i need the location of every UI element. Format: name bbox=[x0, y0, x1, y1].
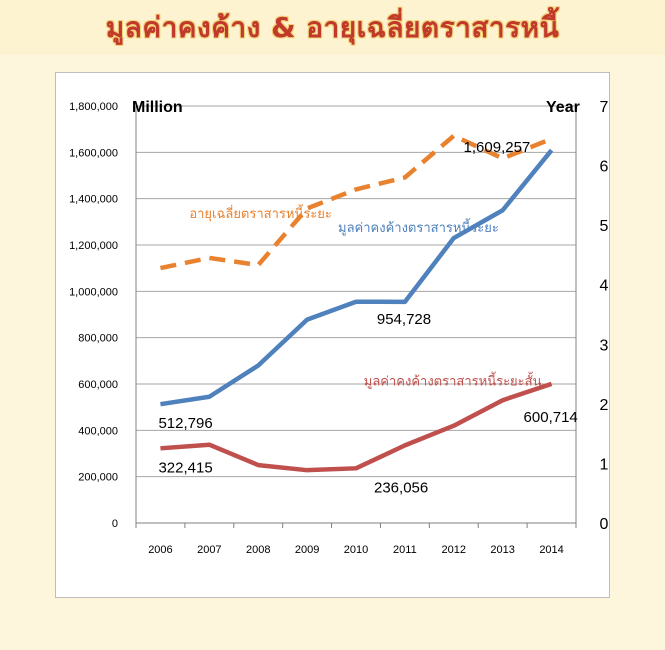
data-label: 236,056 bbox=[374, 479, 429, 497]
series-name-label: มูลค่าคงค้างตราสารหนี้ระยะ bbox=[338, 220, 499, 236]
y-right-tick-label: 5 bbox=[599, 218, 609, 236]
chart-panel bbox=[55, 72, 610, 598]
y-left-tick-label: 1,200,000 bbox=[69, 240, 118, 252]
y-right-tick-label: 2 bbox=[599, 396, 609, 414]
data-label: 954,728 bbox=[376, 310, 432, 328]
y-right-tick-label: 6 bbox=[599, 158, 609, 176]
data-label: 1,609,257 bbox=[463, 139, 531, 157]
x-tick-label: 2014 bbox=[539, 544, 564, 556]
page-title: มูลค่าคงค้าง & อายุเฉลี่ยตราสารหนี้ bbox=[105, 10, 560, 44]
y-right-tick-label: 4 bbox=[599, 277, 609, 295]
y-left-tick-label: 400,000 bbox=[78, 425, 118, 438]
y-right-tick-label: 1 bbox=[599, 456, 609, 474]
data-label: 512,796 bbox=[158, 415, 213, 433]
y-left-tick-label: 0 bbox=[111, 518, 118, 530]
line-chart bbox=[56, 73, 609, 597]
y-left-tick-label: 1,600,000 bbox=[69, 147, 118, 160]
x-tick-label: 2011 bbox=[393, 544, 417, 556]
data-label: 322,415 bbox=[158, 459, 213, 477]
y-left-tick-label: 1,400,000 bbox=[69, 193, 118, 206]
data-label: 600,714 bbox=[523, 408, 578, 426]
y-left-unit-label: Million bbox=[132, 99, 183, 116]
y-left-tick-label: 200,000 bbox=[78, 471, 118, 484]
x-tick-label: 2010 bbox=[343, 544, 369, 556]
title-banner bbox=[0, 0, 665, 55]
series-line-2 bbox=[160, 384, 551, 470]
y-left-tick-label: 800,000 bbox=[78, 332, 118, 345]
y-left-tick-label: 600,000 bbox=[78, 379, 118, 391]
x-tick-label: 2013 bbox=[490, 544, 515, 556]
x-tick-label: 2008 bbox=[245, 544, 271, 556]
y-left-tick-label: 1,800,000 bbox=[69, 101, 118, 113]
x-tick-label: 2006 bbox=[148, 544, 173, 556]
series-name-label: อายุเฉลี่ยตราสารหนี้ระยะ bbox=[189, 206, 332, 222]
y-right-tick-label: 3 bbox=[599, 337, 609, 355]
y-right-tick-label: 0 bbox=[599, 516, 609, 533]
x-tick-label: 2007 bbox=[197, 544, 222, 556]
x-tick-label: 2012 bbox=[441, 544, 467, 556]
y-left-tick-label: 1,000,000 bbox=[69, 286, 118, 299]
y-right-unit-label: Year bbox=[546, 99, 580, 116]
series-name-label: มูลค่าคงค้างตราสารหนี้ระยะสั้น bbox=[363, 374, 542, 390]
x-tick-label: 2009 bbox=[294, 544, 320, 556]
y-right-tick-label: 7 bbox=[599, 99, 609, 116]
